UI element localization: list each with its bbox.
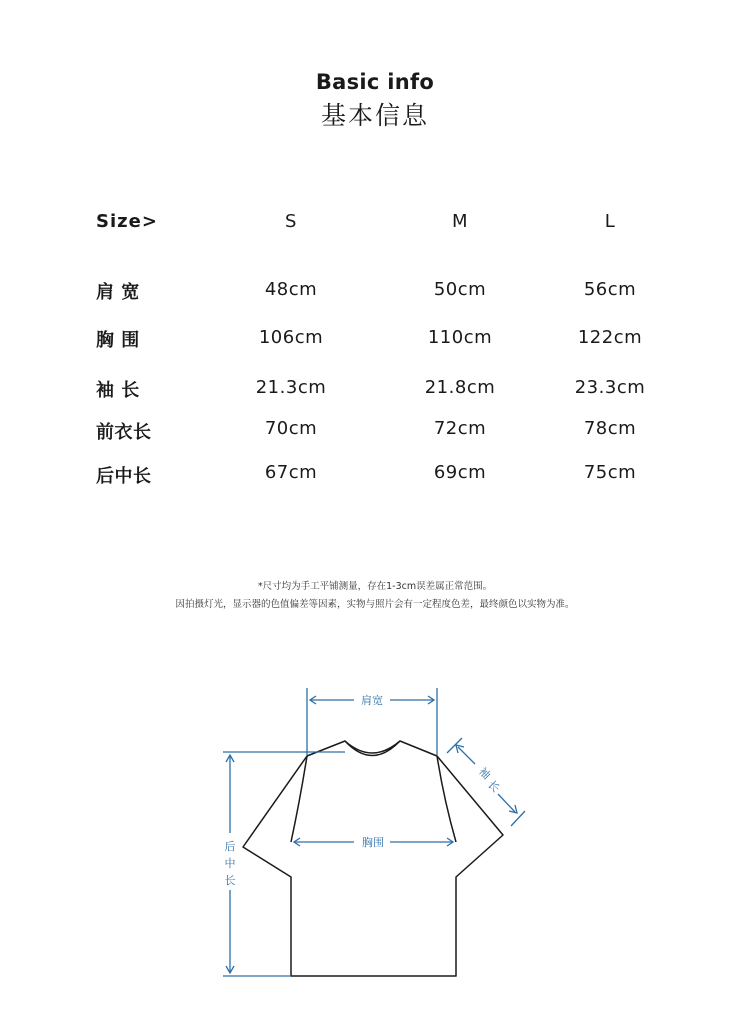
tshirt-outline: [243, 741, 503, 976]
back-length-value-l: 75cm: [583, 462, 637, 483]
row-label-chest: 胸 围: [96, 330, 140, 351]
front-length-value-l: 78cm: [583, 418, 637, 439]
shoulder-dimension-label: 肩宽: [361, 694, 383, 707]
back-length-value-s: 67cm: [264, 462, 318, 483]
shoulder-value-l: 56cm: [583, 279, 637, 300]
row-label-front-length: 前衣长: [96, 422, 152, 443]
row-label-shoulder: 肩 宽: [96, 282, 140, 303]
back-length-label-3: 长: [224, 874, 236, 887]
sleeve-value-m: 21.8cm: [424, 377, 496, 398]
back-length-label-1: 后: [224, 840, 236, 853]
size-column-s: S: [285, 211, 297, 232]
back-length-value-m: 69cm: [433, 462, 487, 483]
size-column-m: M: [451, 211, 469, 232]
sleeve-value-s: 21.3cm: [255, 377, 327, 398]
size-header-label: Size>: [96, 211, 158, 232]
sleeve-dimension-label-2: 长: [485, 777, 503, 795]
shoulder-value-s: 48cm: [264, 279, 318, 300]
front-length-value-s: 70cm: [264, 418, 318, 439]
size-column-l: L: [604, 211, 616, 232]
chest-value-l: 122cm: [577, 327, 643, 348]
row-label-back-length: 后中长: [96, 466, 152, 487]
back-length-label-2: 中: [224, 857, 236, 870]
note-color-difference: 因拍摄灯光，显示器的色值偏差等因素，实物与照片会有一定程度色差，最终颜色以实物为准。: [175, 599, 575, 610]
title-chinese: 基本信息: [320, 101, 429, 130]
chest-value-m: 110cm: [427, 327, 493, 348]
chest-dimension-label: 胸围: [362, 836, 384, 849]
shoulder-value-m: 50cm: [433, 279, 487, 300]
sleeve-dimension-label-1: 袖: [476, 764, 494, 782]
chest-value-s: 106cm: [258, 327, 324, 348]
note-measurement: *尺寸均为手工平铺测量，存在1-3cm误差属正常范围。: [257, 581, 493, 592]
row-label-sleeve: 袖 长: [96, 380, 140, 401]
front-length-value-m: 72cm: [433, 418, 487, 439]
title-english: Basic info: [315, 70, 435, 94]
sleeve-value-l: 23.3cm: [574, 377, 646, 398]
